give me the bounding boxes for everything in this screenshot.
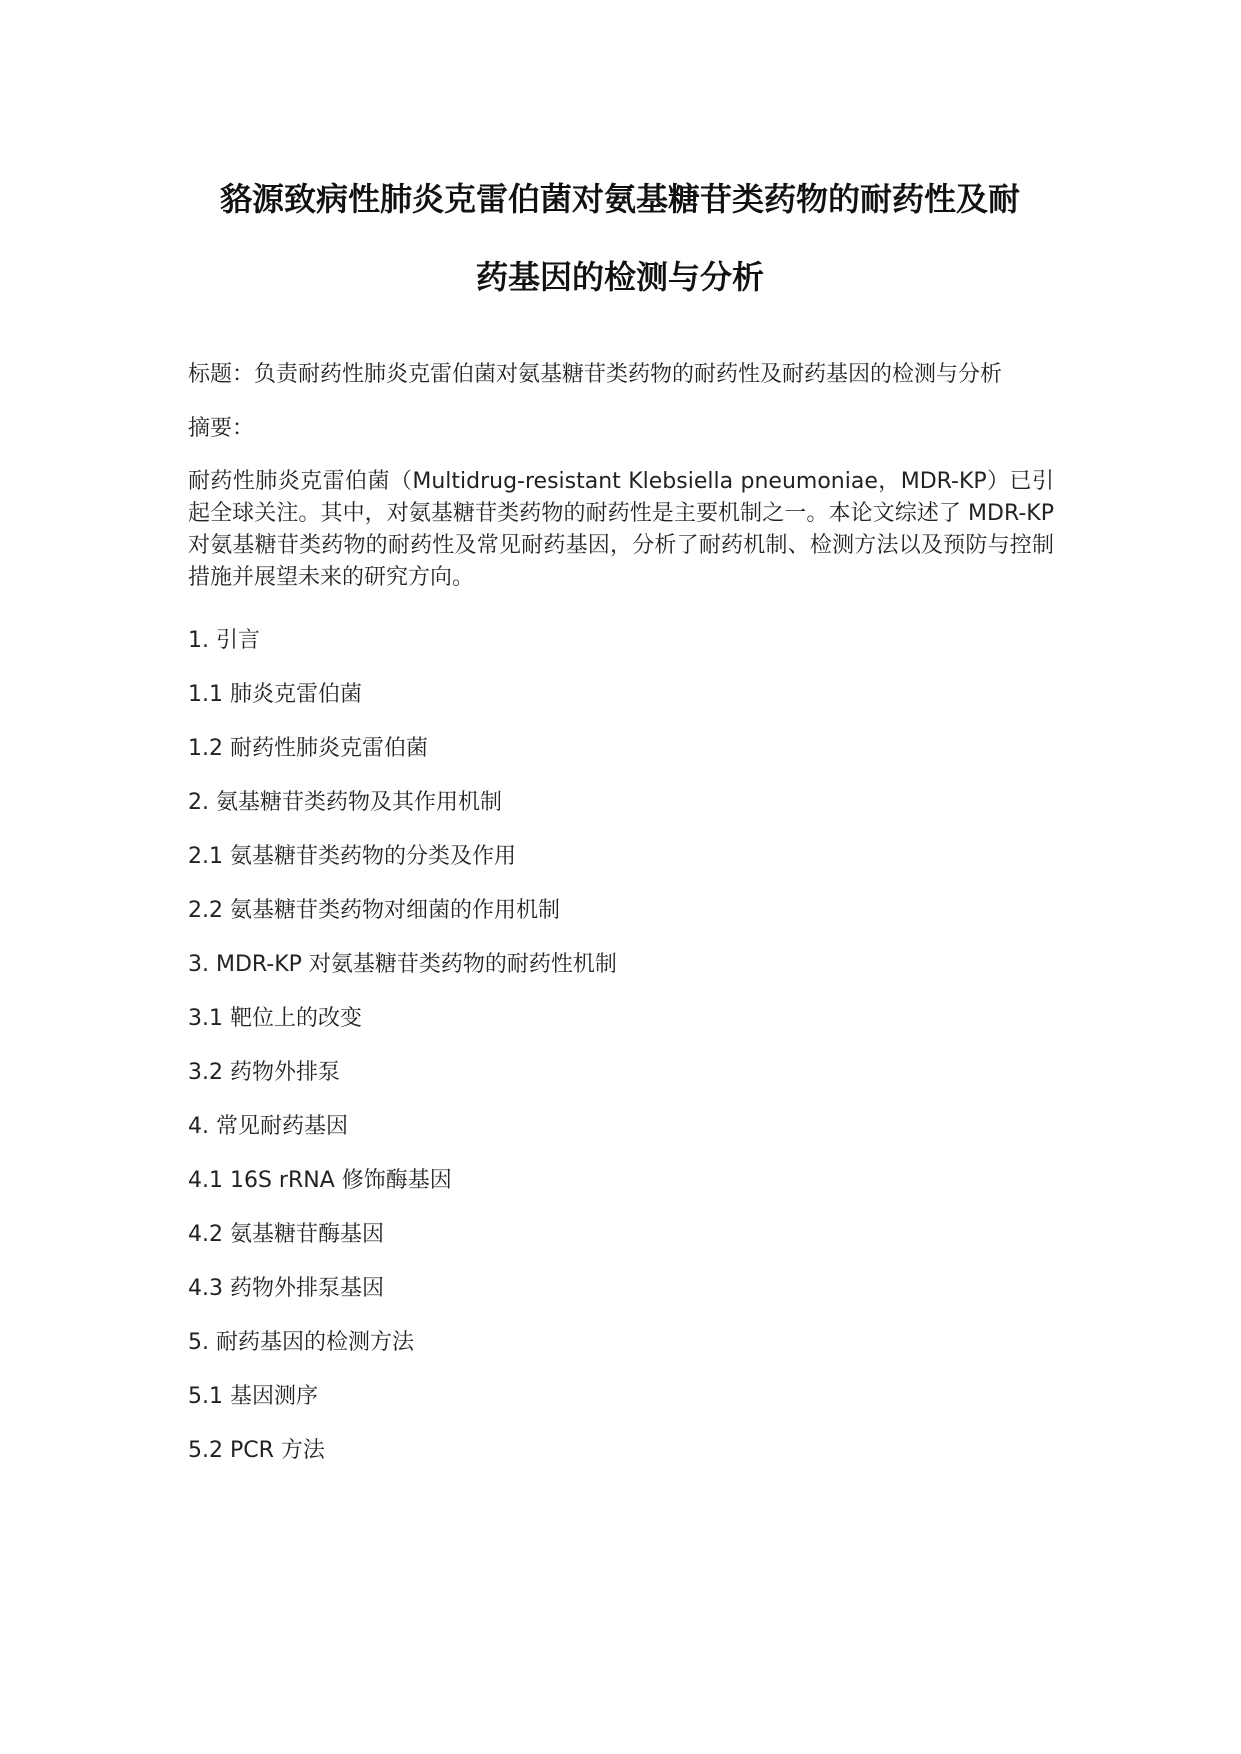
outline-item: 5.1 基因测序 [188, 1384, 318, 1409]
outline-item: 5.2 PCR 方法 [188, 1438, 325, 1463]
outline-item: 4. 常见耐药基因 [188, 1114, 348, 1139]
outline-item: 1.2 耐药性肺炎克雷伯菌 [188, 736, 428, 761]
outline-item: 4.2 氨基糖苷酶基因 [188, 1222, 384, 1247]
outline-item: 1.1 肺炎克雷伯菌 [188, 682, 362, 707]
outline-item: 4.3 药物外排泵基因 [188, 1276, 384, 1301]
outline-item: 4.1 16S rRNA 修饰酶基因 [188, 1168, 452, 1193]
outline-item: 1. 引言 [188, 628, 260, 653]
outline-item: 3. MDR-KP 对氨基糖苷类药物的耐药性机制 [188, 952, 617, 977]
abstract-paragraph: 耐药性肺炎克雷伯菌（Multidrug-resistant Klebsiella pneumoniae，MDR-KP）已引起全球关注。其中，对氨基糖苷类药物的耐药性是主要机制之一。本论文综述了 MDR-KP 对氨基糖苷类药物的耐药性及常见耐药基因，分析了耐药机制、检测方法以及预防与控制措施并展望未来的研究方向。 [188, 469, 1054, 590]
title-line-1: 貉源致病性肺炎克雷伯菌对氨基糖苷类药物的耐药性及耐 [219, 180, 1020, 218]
outline-item: 2.2 氨基糖苷类药物对细菌的作用机制 [188, 898, 560, 923]
subject-line: 标题：负责耐药性肺炎克雷伯菌对氨基糖苷类药物的耐药性及耐药基因的检测与分析 [188, 362, 1003, 387]
outline-item: 3.2 药物外排泵 [188, 1060, 340, 1085]
title-line-2: 药基因的检测与分析 [475, 258, 764, 296]
abstract-heading: 摘要： [188, 416, 255, 441]
outline-item: 5. 耐药基因的检测方法 [188, 1330, 414, 1355]
outline-item: 3.1 靶位上的改变 [188, 1006, 362, 1031]
document-title [170, 160, 1070, 316]
outline-item: 2.1 氨基糖苷类药物的分类及作用 [188, 844, 516, 869]
outline-item: 2. 氨基糖苷类药物及其作用机制 [188, 790, 502, 815]
